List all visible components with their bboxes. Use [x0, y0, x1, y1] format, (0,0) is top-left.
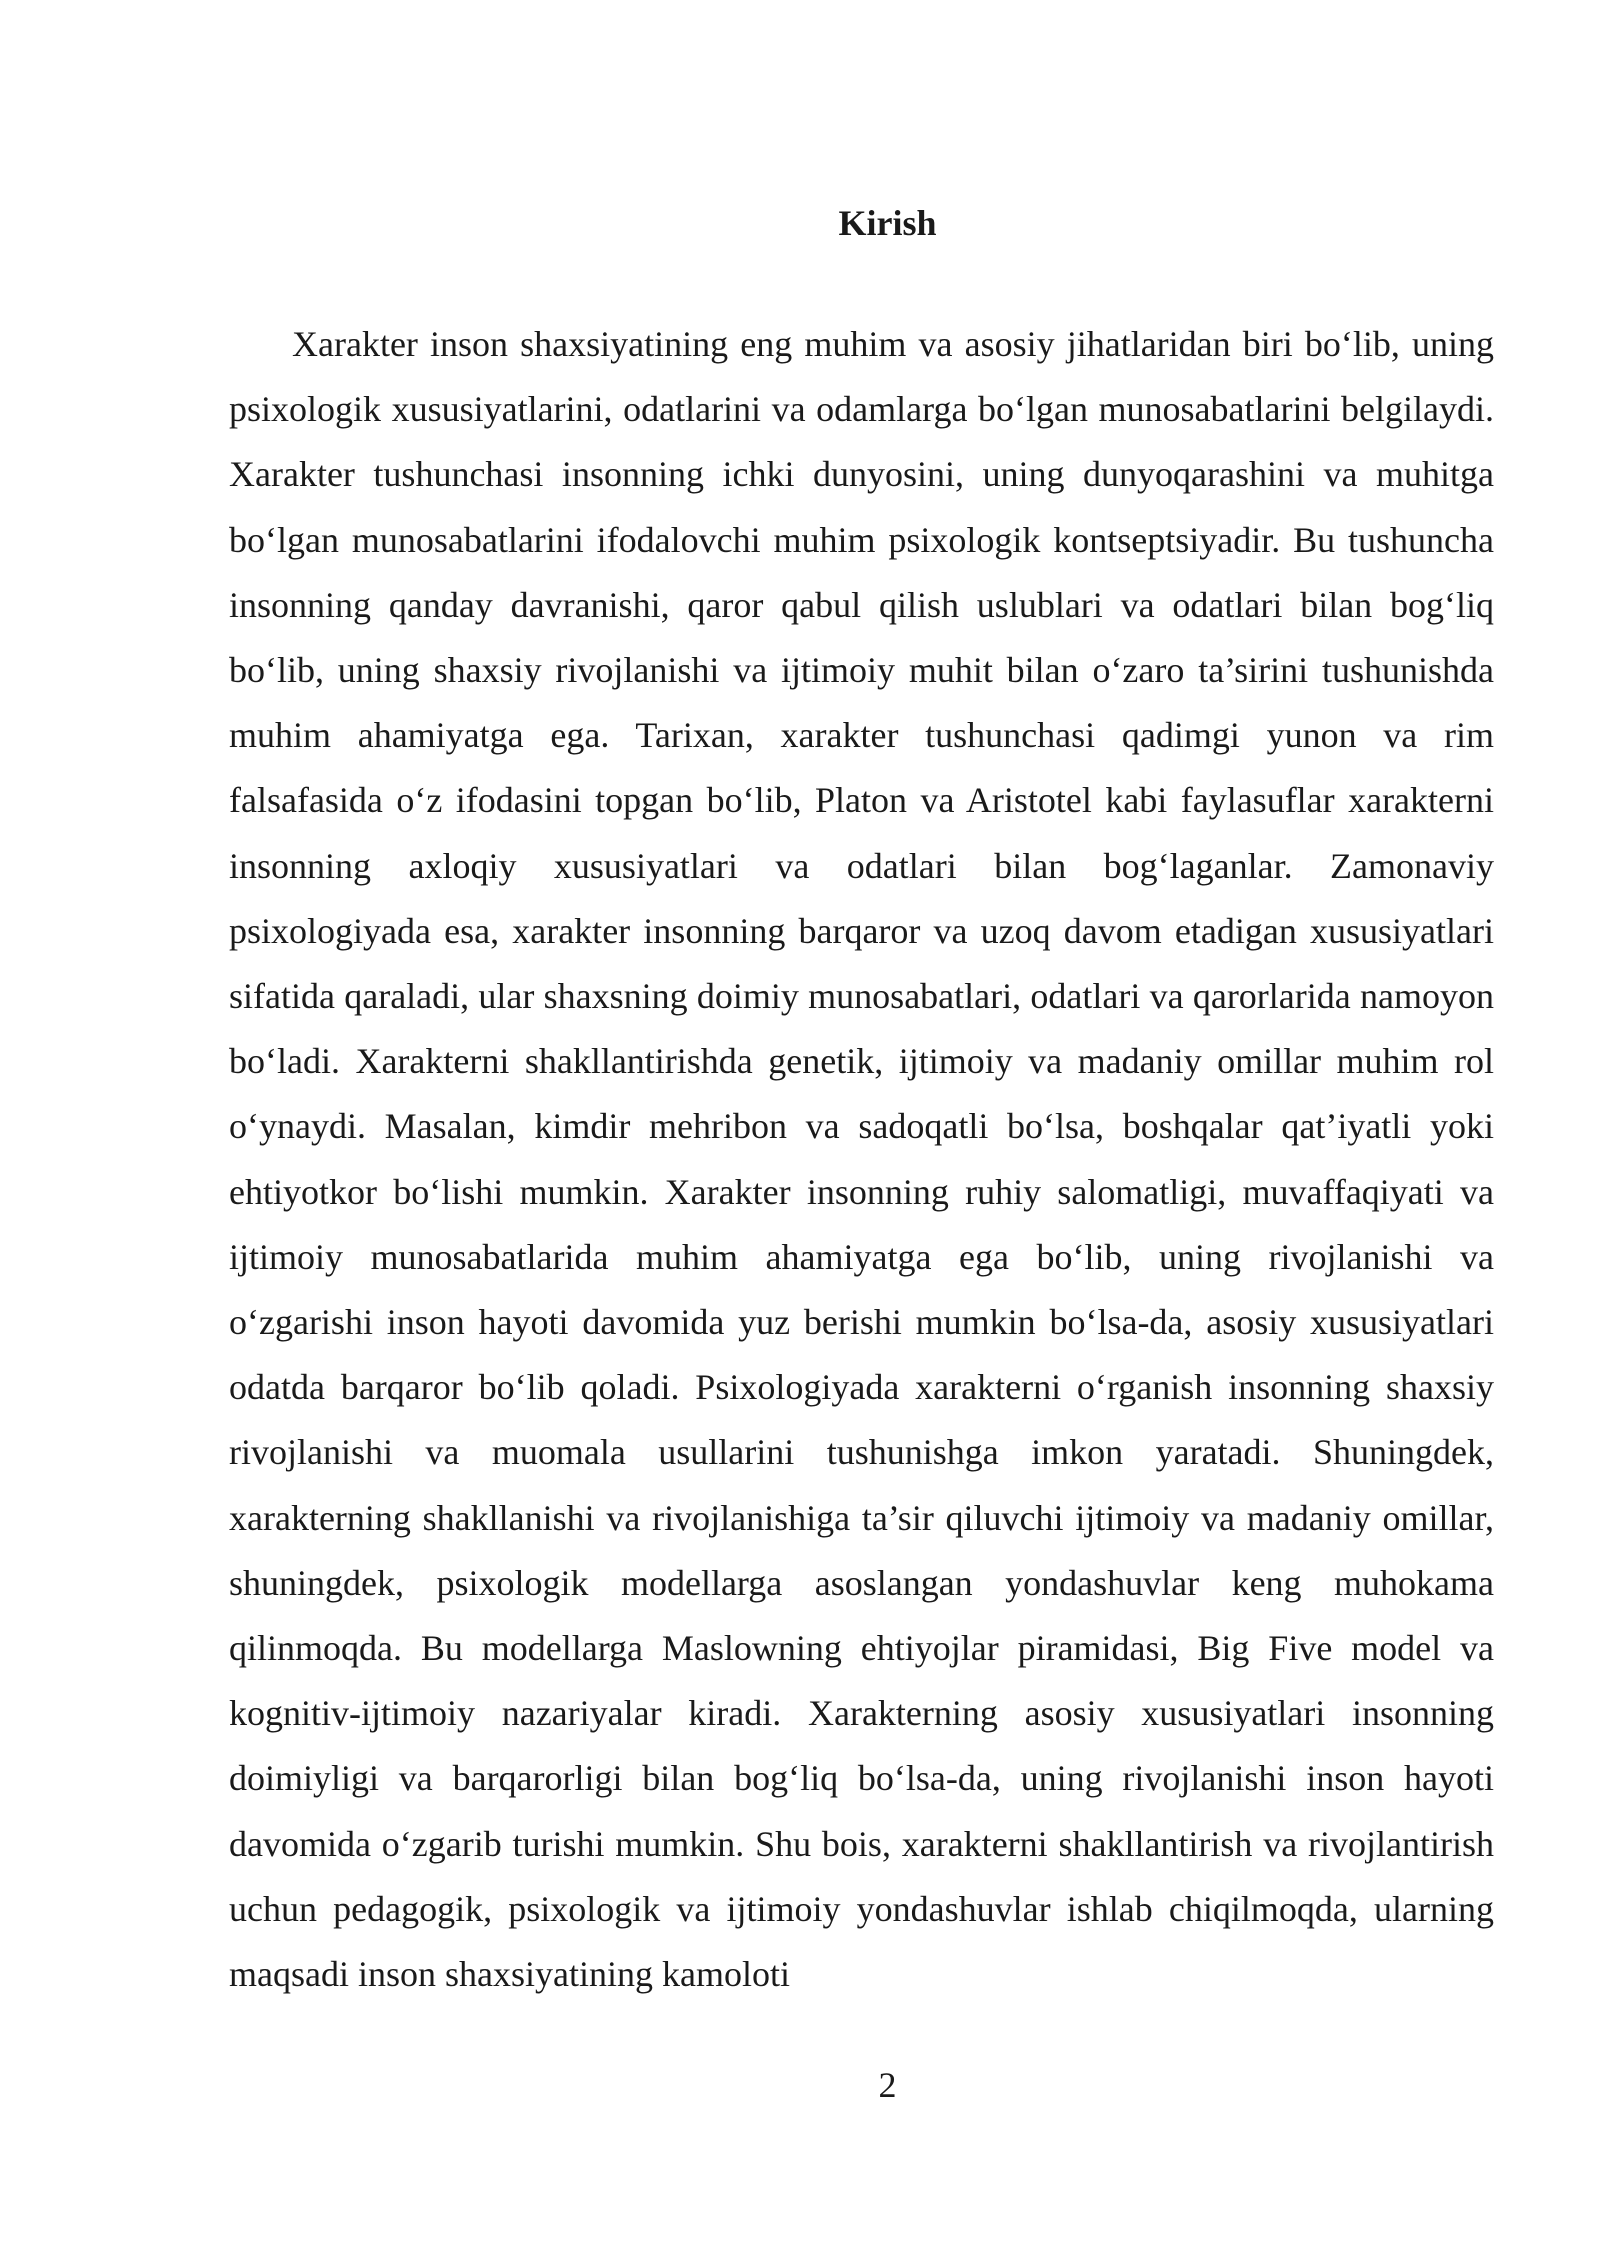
page-title: Kirish — [838, 203, 937, 243]
body-paragraph: Xarakter inson shaxsiyatining eng muhim va asosiy jihatlaridan biri bo‘lib, uning psixologik xususiyatlarini, odatlarini va odamlarga bo‘lgan munosabatlarini belgilaydi. Xarakter tushunchasi insonning ichki dunyosini, uning dunyoqarashini va muhitga bo‘lgan munosabatlarini ifodalovchi muhim psixologik kontseptsiyadir. Bu tushuncha insonning qanday davranishi, qaror qabul qilish uslublari va odatlari bilan bog‘liq bo‘lib, uning shaxsiy rivojlanishi va ijtimoiy muhit bilan o‘zaro ta’sirini tushunishda muhim ahamiyatga ega. Tarixan, xarakter tushunchasi qadimgi yunon va rim falsafasida o‘z ifodasini topgan bo‘lib, Platon va Aristotel kabi faylasuflar xarakterni insonning axloqiy xususiyatlari va odatlari bilan bog‘laganlar. Zamonaviy psixologiyada esa, xarakter insonning barqaror va uzoq davom etadigan xususiyatlari sifatida qaraladi, ular shaxsning doimiy munosabatlari, odatlari va qarorlarida namoyon bo‘ladi. Xarakterni shakllantirishda genetik, ijtimoiy va madaniy omillar muhim rol o‘ynaydi. Masalan, kimdir mehribon va sadoqatli bo‘lsa, boshqalar qat’iyatli yoki ehtiyotkor bo‘lishi mumkin. Xarakter insonning ruhiy salomatligi, muvaffaqiyati va ijtimoiy munosabatlarida muhim ahamiyatga ega bo‘lib, uning rivojlanishi va o‘zgarishi inson hayoti davomida yuz berishi mumkin bo‘lsa-da, asosiy xususiyatlari odatda barqaror bo‘lib qoladi. Psixologiyada xarakterni o‘rganish insonning shaxsiy rivojlanishi va muomala usullarini tushunishga imkon yaratadi. Shuningdek, xarakterning shakllanishi va rivojlanishiga ta’sir qiluvchi ijtimoiy va madaniy omillar, shuningdek, psixologik modellarga asoslangan yondashuvlar keng muhokama qilinmoqda. Bu modellarga Maslowning ehtiyojlar piramidasi, Big Five model va kognitiv-ijtimoiy nazariyalar kiradi. Xarakterning asosiy xususiyatlari insonning doimiyligi va barqarorligi bilan bog‘liq bo‘lsa-da, uning rivojlanishi inson hayoti davomida o‘zgarib turishi mumkin. Shu bois, xarakterni shakllantirish va rivojlantirish uchun pedagogik, psixologik va ijtimoiy yondashuvlar ishlab chiqilmoqda, ularning maqsadi inson shaxsiyatining kamoloti — [229, 324, 1494, 1995]
page-number: 2 — [878, 2065, 897, 2105]
